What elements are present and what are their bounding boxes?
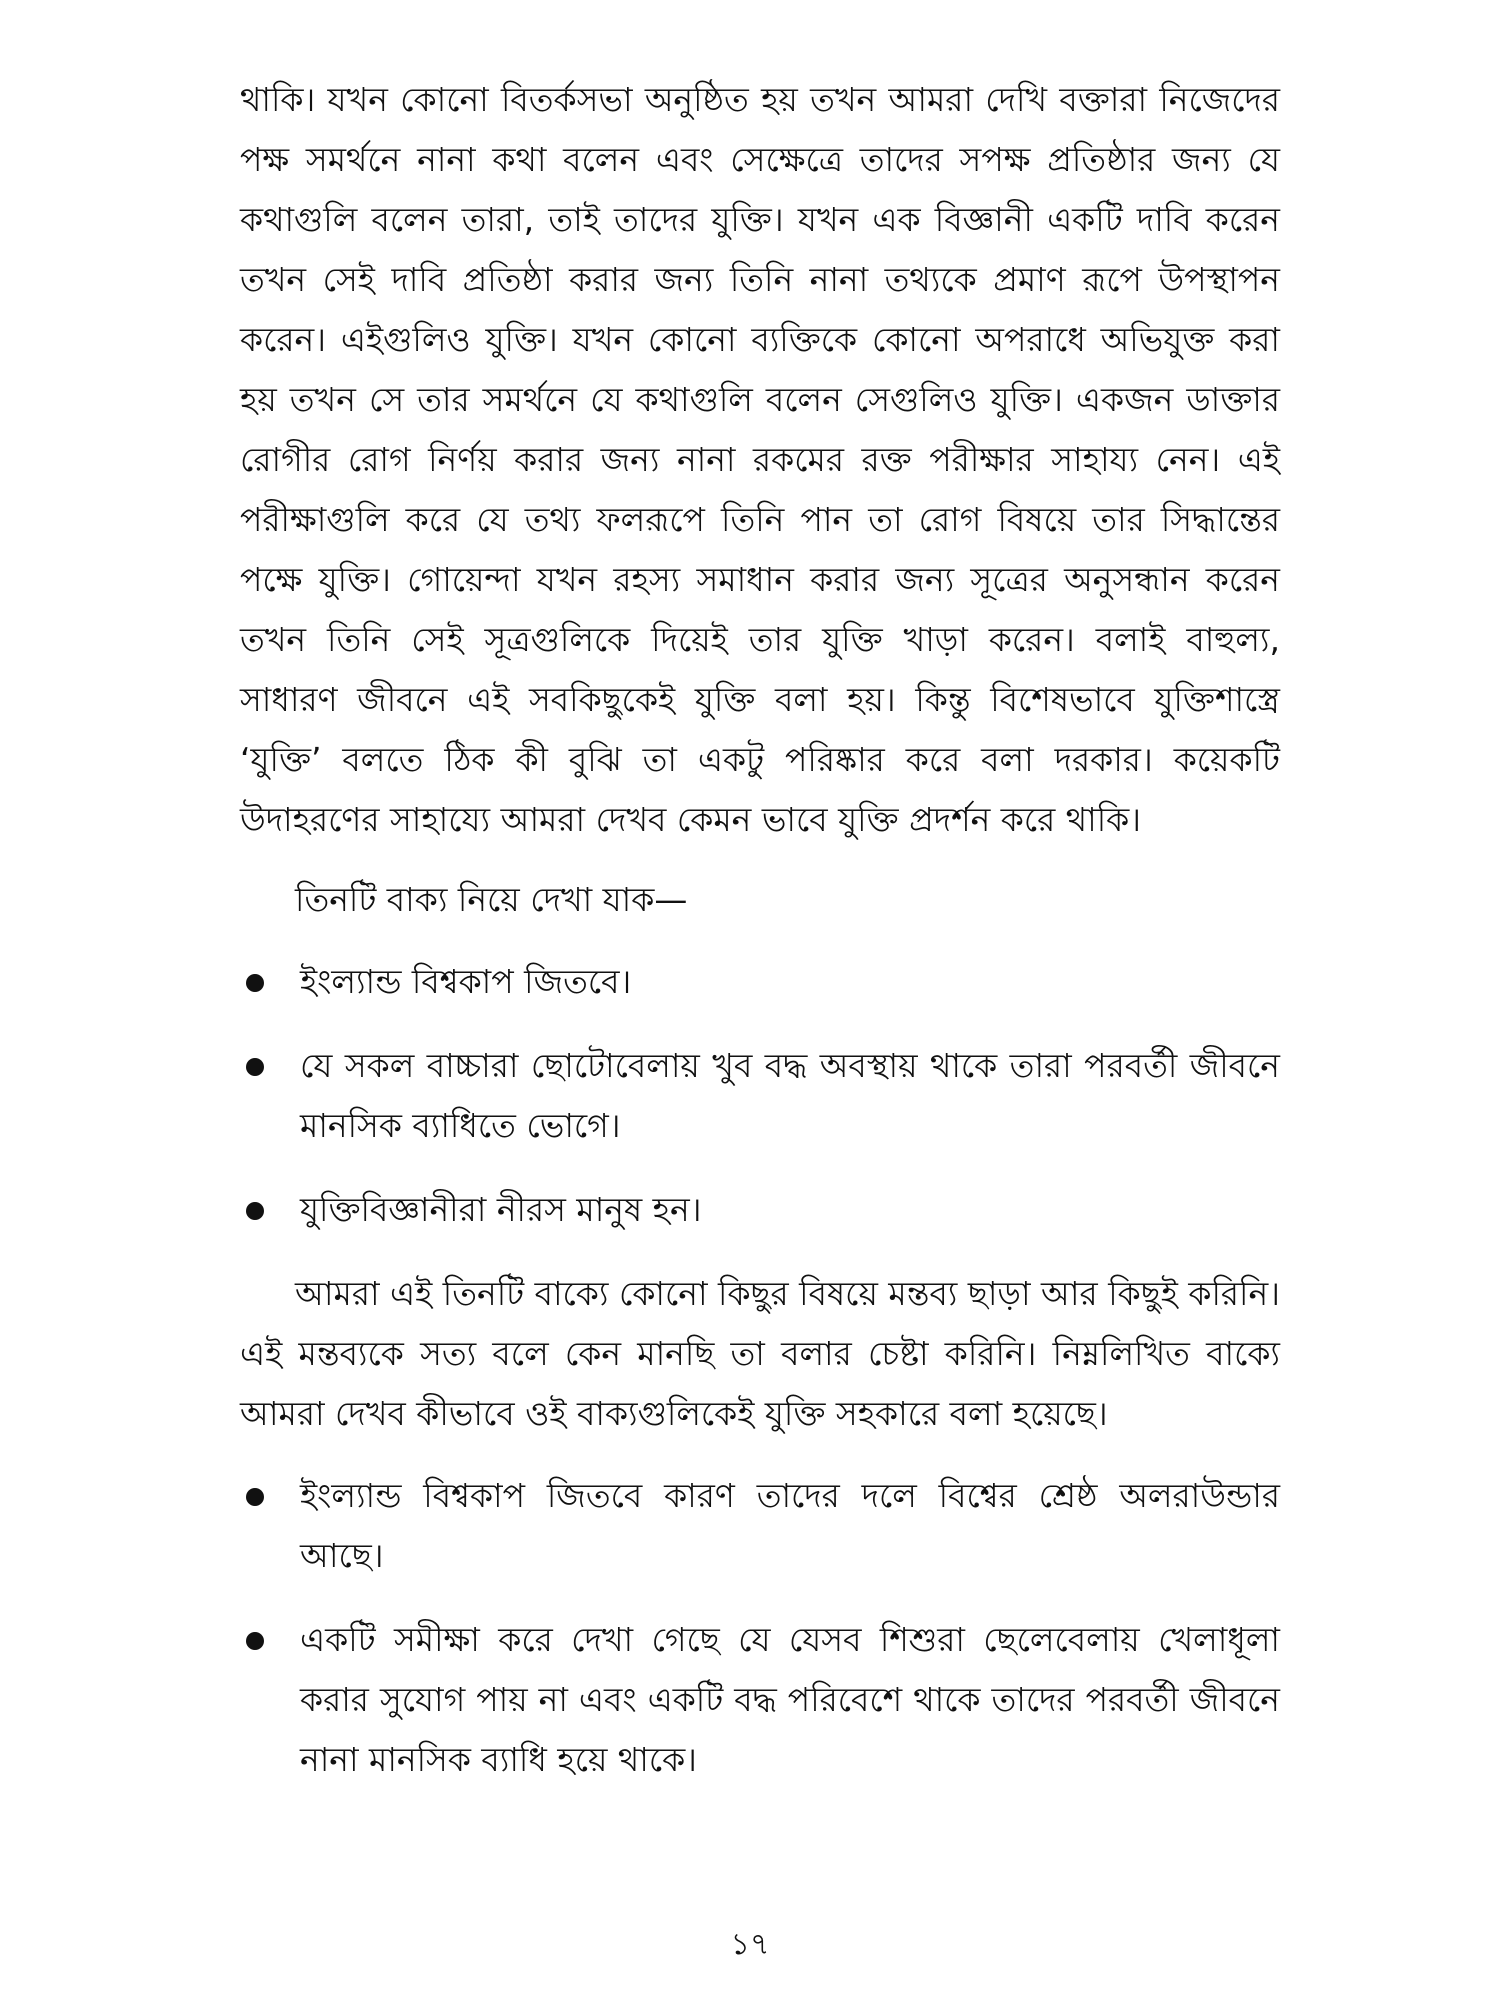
page-number: ১৭: [730, 1927, 770, 1962]
list-item: [240, 1466, 1280, 1586]
spacer: [240, 850, 1280, 870]
list-item: [240, 952, 1280, 1012]
paragraph-commentary: আমরা এই তিনটি বাক্যে কোনো কিছুর বিষয়ে মন্তব্য ছাড়া আর কিছুই করিনি। এই মন্তব্যকে সত্য বলে কেন মানছি তা বলার চেষ্টা করিনি। নিম্নলিখিত বাক্যে আমরা দেখব কীভাবে ওই বাক্যগুলিকেই যুক্তি সহকারে বলা হয়েছে।: [240, 1274, 1280, 1433]
bullet-icon: [246, 1488, 264, 1506]
paragraph-intro-sentences: তিনটি বাক্য নিয়ে দেখা যাক—: [295, 880, 688, 919]
list-item: [240, 1036, 1280, 1156]
bullet-list-statements: [240, 952, 1280, 1240]
list-item-text: একটি সমীক্ষা করে দেখা গেছে যে যেসব শিশুরা ছেলেবেলায় খেলাধূলা করার সুযোগ পায় না এবং একটি বদ্ধ পরিবেশে থাকে তাদের পরবর্তী জীবনে নানা মানসিক ব্যাধি হয়ে থাকে।: [300, 1620, 1280, 1779]
list-item-text: যে সকল বাচ্চারা ছোটোবেলায় খুব বদ্ধ অবস্থায় থাকে তারা পরবর্তী জীবনে মানসিক ব্যাধিতে ভোগে।: [300, 1046, 1280, 1145]
bullet-icon: [246, 1058, 264, 1076]
bullet-icon: [246, 974, 264, 992]
paragraph-opening: থাকি। যখন কোনো বিতর্কসভা অনুষ্ঠিত হয় তখন আমরা দেখি বক্তারা নিজেদের পক্ষ সমর্থনে নানা কথা বলেন এবং সেক্ষেত্রে তাদের সপক্ষ প্রতিষ্ঠার জন্য যে কথাগুলি বলেন তারা, তাই তাদের যুক্তি। যখন এক বিজ্ঞানী একটি দাবি করেন তখন সেই দাবি প্রতিষ্ঠা করার জন্য তিনি নানা তথ্যকে প্রমাণ রূপে উপস্থাপন করেন। এইগুলিও যুক্তি। যখন কোনো ব্যক্তিকে কোনো অপরাধে অভিযুক্ত করা হয় তখন সে তার সমর্থনে যে কথাগুলি বলেন সেগুলিও যুক্তি। একজন ডাক্তার রোগীর রোগ নির্ণয় করার জন্য নানা রকমের রক্ত পরীক্ষার সাহায্য নেন। এই পরীক্ষাগুলি করে যে তথ্য ফলরূপে তিনি পান তা রোগ বিষয়ে তার সিদ্ধান্তের পক্ষে যুক্তি। গোয়েন্দা যখন রহস্য সমাধান করার জন্য সূত্রের অনুসন্ধান করেন তখন তিনি সেই সূত্রগুলিকে দিয়েই তার যুক্তি খাড়া করেন। বলাই বাহুল্য, সাধারণ জীবনে এই সবকিছুকেই যুক্তি বলা হয়। কিন্তু বিশেষভাবে যুক্তিশাস্ত্রে ‘যুক্তি’ বলতে ঠিক কী বুঝি তা একটু পরিষ্কার করে বলা দরকার। কয়েকটি উদাহরণের সাহায্যে আমরা দেখব কেমন ভাবে যুক্তি প্রদর্শন করে থাকি।: [240, 80, 1280, 839]
spacer: [240, 930, 1280, 952]
spacer: [240, 1444, 1280, 1466]
list-item: [240, 1610, 1280, 1790]
list-item-text: ইংল্যান্ড বিশ্বকাপ জিতবে।: [300, 962, 632, 1001]
bullet-icon: [246, 1632, 264, 1650]
bullet-list-arguments: [240, 1466, 1280, 1790]
list-item: [240, 1180, 1280, 1240]
bullet-icon: [246, 1202, 264, 1220]
list-item-text: ইংল্যান্ড বিশ্বকাপ জিতবে কারণ তাদের দলে বিশ্বের শ্রেষ্ঠ অলরাউন্ডার আছে।: [300, 1476, 1280, 1575]
page-body: [240, 70, 1280, 1814]
list-item-text: যুক্তিবিজ্ঞানীরা নীরস মানুষ হন।: [300, 1190, 702, 1229]
